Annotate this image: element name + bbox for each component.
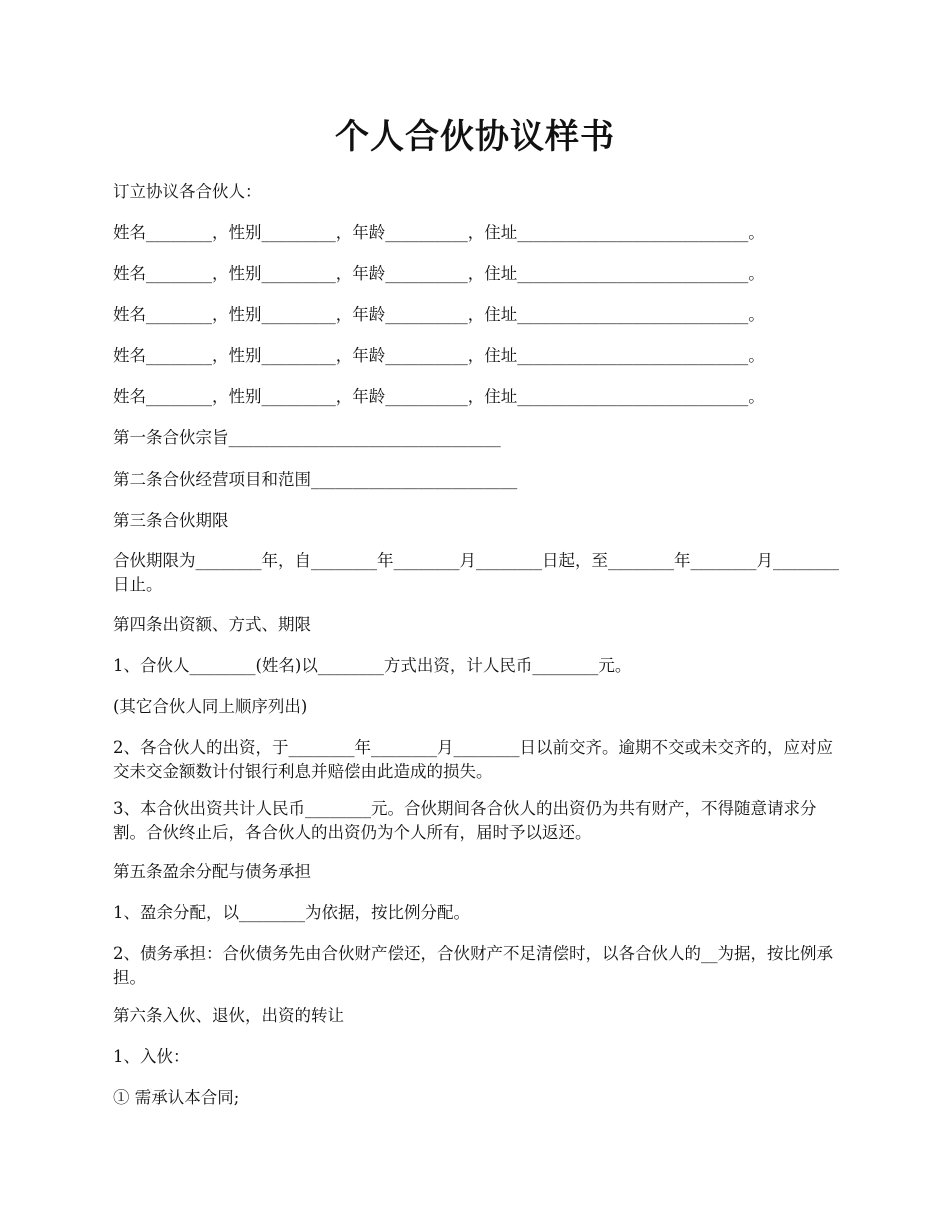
article-5-clause-2: 2、债务承担：合伙债务先由合伙财产偿还，合伙财产不足清偿时，以各合伙人的__为据，按比例承担。 bbox=[113, 944, 833, 987]
article-4-heading: 第四条出资额、方式、期限 bbox=[113, 615, 311, 634]
paragraph-partner-line-2: 姓名________，性别_________，年龄__________，住址____________________________。 bbox=[113, 264, 765, 283]
article-6-item-1: ① 需承认本合同; bbox=[113, 1088, 240, 1107]
paragraph-partner-line-1: 姓名________，性别_________，年龄__________，住址____________________________。 bbox=[113, 223, 765, 242]
article-3-heading: 第三条合伙期限 bbox=[113, 511, 229, 530]
paragraph-partner-line-4: 姓名________，性别_________，年龄__________，住址____________________________。 bbox=[113, 346, 765, 365]
paragraph-partner-line-5: 姓名________，性别_________，年龄__________，住址____________________________。 bbox=[113, 387, 765, 406]
article-4-clause-1: 1、合伙人________(姓名)以________方式出资，计人民币________元。 bbox=[113, 656, 632, 675]
article-3-term: 合伙期限为________年，自________年________月________日起，至________年________月________日止。 bbox=[113, 551, 839, 594]
paragraph-partners-intro: 订立协议各合伙人： bbox=[113, 182, 262, 201]
article-1-purpose: 第一条合伙宗旨_________________________________ bbox=[113, 428, 501, 447]
article-5-heading: 第五条盈余分配与债务承担 bbox=[113, 862, 311, 881]
article-6-clause-1: 1、入伙： bbox=[113, 1047, 190, 1066]
article-5-clause-1: 1、盈余分配，以________为依据，按比例分配。 bbox=[113, 903, 470, 922]
article-4-clause-3: 3、本合伙出资共计人民币________元。合伙期间各合伙人的出资仍为共有财产，不得随意请求分割。合伙终止后，各合伙人的出资仍为个人所有，届时予以返还。 bbox=[113, 799, 817, 842]
article-4-note: (其它合伙人同上顺序列出) bbox=[113, 697, 308, 716]
article-4-clause-2: 2、各合伙人的出资，于________年________月________日以前交齐。逾期不交或未交齐的，应对应交未交金额数计付银行利息并赔偿由此造成的损失。 bbox=[113, 738, 833, 781]
paragraph-partner-line-3: 姓名________，性别_________，年龄__________，住址____________________________。 bbox=[113, 305, 765, 324]
article-6-heading: 第六条入伙、退伙，出资的转让 bbox=[113, 1006, 344, 1025]
article-2-scope: 第二条合伙经营项目和范围_________________________ bbox=[113, 470, 518, 489]
document-title: 个人合伙协议样书 bbox=[335, 117, 615, 157]
